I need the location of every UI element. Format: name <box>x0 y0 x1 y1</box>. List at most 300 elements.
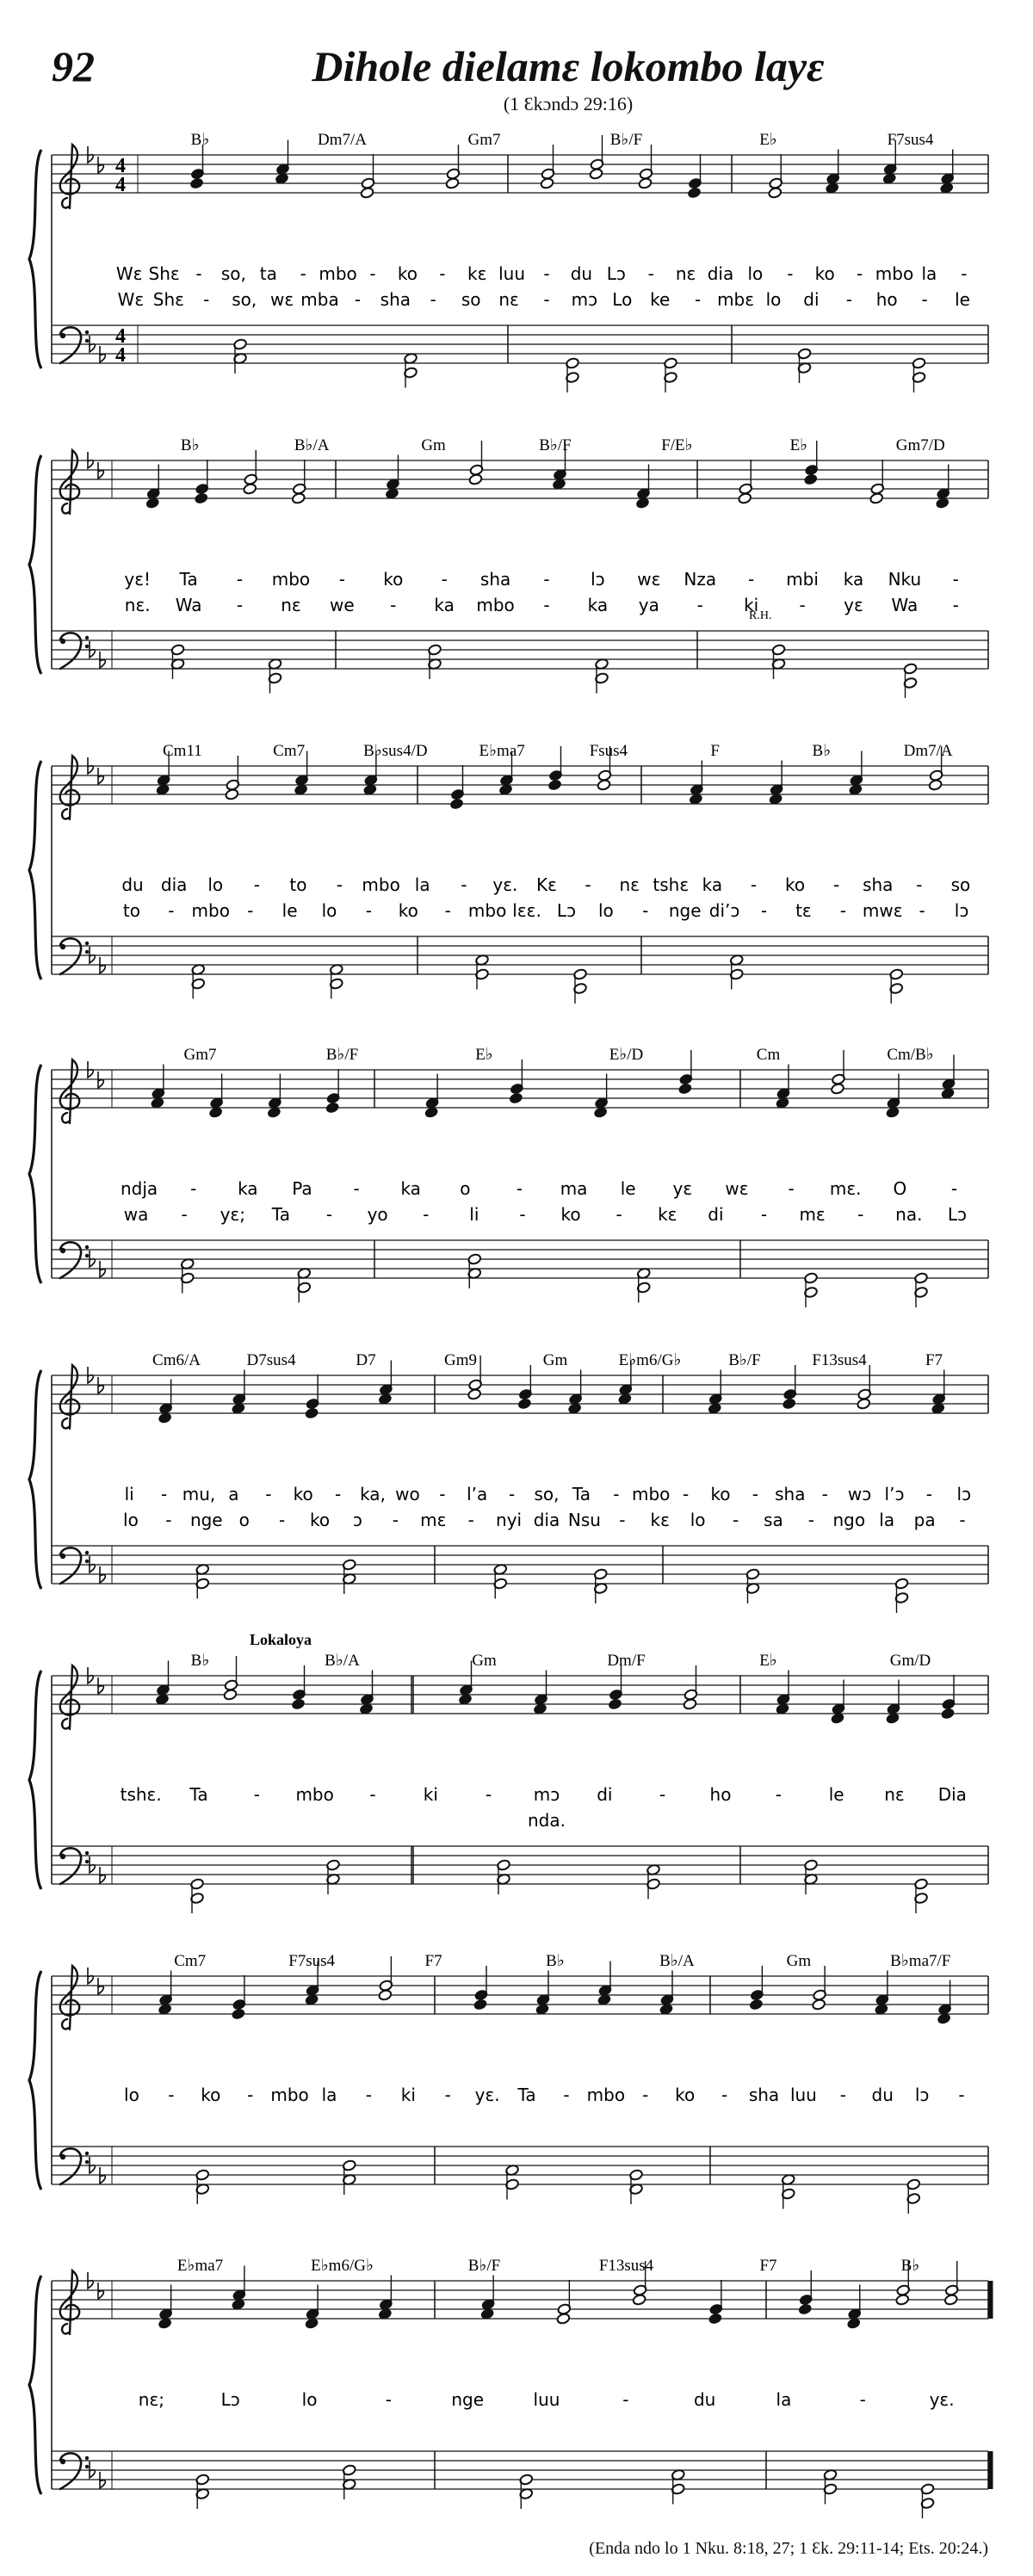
lyric-verse-1: sha <box>479 569 511 590</box>
lyric-verse-2: mbo <box>467 900 507 921</box>
system-group <box>29 1952 988 2214</box>
chord-symbol: B♭/F <box>609 131 643 149</box>
lyric-verse-1: ho <box>709 1784 732 1805</box>
chord-symbol: Gm <box>421 436 446 454</box>
lyric-verse-1: wo <box>395 1484 420 1504</box>
system-5 <box>0 1350 1033 1634</box>
system-6 <box>0 1631 1033 1934</box>
lyric-verse-1: Ta <box>517 2085 536 2105</box>
bass-clef-dot <box>85 330 89 334</box>
lyric-verse-1: - <box>300 263 306 284</box>
lyric-verse-2: - <box>543 595 550 615</box>
scripture-reference: (1 Ɛkɔndɔ 29:16) <box>503 93 634 114</box>
lyric-verse-2: ngo <box>832 1510 866 1530</box>
lyric-verse-1: o <box>460 1178 471 1199</box>
note-head <box>509 1092 523 1104</box>
chord-symbol: E♭ <box>475 1046 493 1064</box>
lyric-verse-1: - <box>839 2085 846 2105</box>
lyric-verse-2: kɛ <box>658 1204 677 1225</box>
lyric-verse-1: - <box>543 569 550 590</box>
chord-symbol: B♭ <box>180 436 200 454</box>
lyric-verse-2: so, <box>232 289 257 310</box>
chord-symbol: Cm7 <box>174 1952 207 1970</box>
lyric-verse-1: wɛ <box>725 1178 749 1199</box>
lyric-verse-2: - <box>354 289 362 310</box>
bass-clef-dot <box>60 639 65 644</box>
lyric-verse-1: lo <box>124 2085 139 2105</box>
lyric-verse-1: yɛ. <box>474 2085 500 2105</box>
lyric-verse-1: - <box>365 2085 373 2105</box>
section-mark: Lokaloya <box>250 1631 312 1648</box>
lyric-verse-2: na. <box>895 1204 923 1225</box>
bass-clef-dot <box>85 1245 89 1249</box>
bass-clef-dot <box>60 1854 65 1859</box>
lyric-verse-2: ɔ <box>352 1510 362 1530</box>
chord-symbol: Gm <box>786 1952 812 1970</box>
lyric-verse-2: ke <box>650 289 671 310</box>
lyric-verse-1: nge <box>451 2389 485 2410</box>
treble-clef <box>60 1059 79 1123</box>
lyric-verse-1: mu, <box>182 1484 216 1504</box>
chord-symbol: E♭ma7 <box>479 742 525 760</box>
note-head <box>749 1998 764 2011</box>
lyric-verse-1: Ta <box>179 569 198 590</box>
lyric-verse-1: du <box>121 874 144 895</box>
lyric-verse-2: - <box>430 289 436 310</box>
lyric-verse-1: nɛ; <box>138 2389 165 2410</box>
lyric-verse-1: luu <box>533 2389 560 2410</box>
lyric-verse-2: lɔ <box>954 900 969 921</box>
lyric-verse-2: nɛ. <box>124 595 151 615</box>
lyric-verse-1: - <box>253 874 260 895</box>
chord-symbol: E♭m6/G♭ <box>618 1351 682 1369</box>
bass-clef-dot <box>85 2465 89 2468</box>
lyric-verse-2: - <box>959 1510 966 1530</box>
lyric-verse-2: - <box>543 289 550 310</box>
chord-symbol: Dm7/A <box>903 742 953 760</box>
lyric-verse-1: sha <box>863 874 894 895</box>
bass-clef-dot <box>85 636 89 639</box>
chord-symbol: F13sus4 <box>598 2257 654 2275</box>
lyric-verse-2: - <box>247 900 254 921</box>
lyric-verse-1: Ta <box>189 1784 208 1805</box>
lyric-verse-1: ko <box>383 569 404 590</box>
lyric-verse-1: sha <box>775 1484 806 1504</box>
lyric-verse-1: ka <box>400 1178 421 1199</box>
lyric-verse-1: mbo <box>586 2085 626 2105</box>
lyric-verse-2: ya <box>638 595 659 615</box>
lyric-verse-1: lo <box>747 263 764 284</box>
lyric-verse-1: la <box>776 2389 792 2410</box>
lyric-verse-2: - <box>921 289 928 310</box>
lyric-verse-1: - <box>338 569 345 590</box>
lyric-verse-2: - <box>695 289 702 310</box>
lyric-verse-2: we <box>330 595 355 615</box>
lyric-verse-2: lo <box>765 289 782 310</box>
lyric-verse-1: - <box>441 569 448 590</box>
lyric-verse-1: - <box>613 1484 620 1504</box>
lyric-verse-1: yɛ! <box>124 569 152 590</box>
lyric-verse-1: ko <box>201 2085 221 2105</box>
lyric-verse-1: - <box>748 569 755 590</box>
lyric-verse-1: - <box>622 2389 629 2410</box>
system-group <box>29 2257 991 2518</box>
chord-symbol: Gm7 <box>467 131 501 149</box>
note-head <box>540 177 554 189</box>
lyric-verse-2: yo <box>367 1204 388 1225</box>
lyric-verse-1: - <box>195 263 202 284</box>
system-group <box>29 436 988 698</box>
bass-clef-dot <box>85 1860 89 1863</box>
note-head <box>243 483 257 495</box>
bass-clef-dot <box>85 2152 89 2155</box>
chord-symbol: Gm7 <box>183 1046 217 1064</box>
lyric-verse-2: mɛ <box>420 1510 447 1530</box>
lyric-verse-2: mbo <box>476 595 515 615</box>
lyric-verse-1: Nza <box>684 569 717 590</box>
lyric-verse-2: - <box>615 1204 622 1225</box>
lyric-verse-2: - <box>760 900 768 921</box>
bass-clef <box>60 1547 81 1584</box>
note-head <box>812 1998 826 2011</box>
lyric-verse-1: ko <box>397 263 418 284</box>
bass-clef-dot <box>85 942 89 945</box>
chord-symbol: D7 <box>356 1351 376 1369</box>
lyric-verse-2: - <box>760 1204 768 1225</box>
note-head <box>445 177 460 189</box>
lyric-verse-2: - <box>278 1510 286 1530</box>
lyric-verse-2: - <box>165 1510 172 1530</box>
system-8 <box>0 2255 1033 2539</box>
chord-symbol: E♭/D <box>609 1046 644 1064</box>
lyric-verse-1: nɛ <box>619 874 640 895</box>
note-head <box>305 1407 319 1419</box>
lyric-verse-1: - <box>585 874 591 895</box>
lyric-verse-1: mbo <box>295 1784 334 1805</box>
system-brace <box>29 455 41 674</box>
lyric-verse-2: wa <box>123 1204 149 1225</box>
lyric-verse-2: mbɛ <box>717 289 755 310</box>
lyric-verse-1: mɔ <box>533 1784 560 1805</box>
lyric-verse-1: yɛ. <box>492 874 518 895</box>
chord-symbol: F13sus4 <box>812 1351 867 1369</box>
chord-symbol: F7sus4 <box>887 131 934 149</box>
lyric-verse-2: kɛ <box>650 1510 670 1530</box>
bass-clef <box>60 2453 81 2489</box>
lyric-verse-2: mɛ <box>799 1204 826 1225</box>
note-head <box>223 1689 238 1701</box>
lyric-verse-2: - <box>365 900 373 921</box>
bass-clef-dot <box>85 1254 89 1257</box>
lyric-verse-1: du <box>693 2389 716 2410</box>
chord-symbol: B♭ <box>900 2257 920 2275</box>
lyric-verse-1: mbi <box>786 569 819 590</box>
bass-clef-dot <box>60 2459 65 2464</box>
lyric-verse-2: ka <box>434 595 455 615</box>
lyric-verse-2: dia <box>533 1510 560 1530</box>
system-4 <box>0 1044 1033 1328</box>
lyric-verse-2: - <box>392 1510 399 1530</box>
system-group <box>29 1351 988 1613</box>
chord-symbol: F7 <box>759 2257 777 2275</box>
lyric-verse-1: - <box>247 2085 254 2105</box>
bass-clef-dot <box>60 333 65 338</box>
note-head <box>638 177 653 189</box>
note-head <box>857 1398 871 1410</box>
chord-symbol: E♭ma7 <box>176 2257 224 2275</box>
lyric-verse-2: ko <box>398 900 418 921</box>
lyric-verse-2: - <box>203 289 210 310</box>
lyric-verse-1: - <box>253 1784 260 1805</box>
note-head <box>547 779 562 791</box>
note-head <box>798 2303 813 2315</box>
lyric-verse-1: ndja <box>120 1178 158 1199</box>
lyric-verse-1: ka <box>238 1178 258 1199</box>
bass-clef <box>60 633 81 669</box>
system-brace <box>29 1065 41 1283</box>
lyric-verse-1: - <box>833 874 840 895</box>
lyric-verse-1: yɛ. <box>929 2389 955 2410</box>
chord-symbol: F7sus4 <box>288 1952 336 1970</box>
lyric-verse-1: mbo <box>631 1484 671 1504</box>
bass-clef <box>60 1242 81 1278</box>
system-brace <box>29 1971 41 2190</box>
note-head <box>225 788 239 800</box>
lyric-verse-1: tshɛ. <box>120 1784 162 1805</box>
lyric-verse-2: tɛ <box>795 900 812 921</box>
lyric-verse-2: - <box>845 289 852 310</box>
note-head <box>831 1083 845 1095</box>
lyric-verse-1: lo <box>207 874 224 895</box>
lyric-verse-1: Pa <box>292 1178 312 1199</box>
chord-symbol: Gm <box>472 1652 497 1670</box>
chord-symbol: B♭/A <box>325 1652 360 1670</box>
time-signature-top: 4 <box>115 155 126 177</box>
note-head <box>291 1698 306 1710</box>
lyric-verse-2: - <box>919 900 925 921</box>
lyric-verse-2: - <box>236 595 244 615</box>
lyric-verse-1: mbo <box>271 569 311 590</box>
lyric-verse-1: Shɛ <box>148 263 180 284</box>
lyric-verse-2: Shɛ <box>152 289 184 310</box>
treble-clef <box>60 450 79 514</box>
lyric-verse-2: ho <box>875 289 898 310</box>
chord-symbol: B♭ <box>812 742 832 760</box>
lyric-verse-1: nɛ <box>884 1784 905 1805</box>
lyric-verse-1: li <box>124 1484 134 1504</box>
chord-symbol: F7 <box>424 1952 442 1970</box>
lyric-verse-1: Wɛ <box>115 263 143 284</box>
lyric-verse-1: Kɛ <box>536 874 557 895</box>
system-group <box>29 131 988 392</box>
lyric-verse-1: mbo <box>362 874 400 895</box>
lyric-verse-1: Lɔ <box>220 2389 240 2410</box>
lyric-verse-2: ki <box>744 595 759 615</box>
time-signature-bottom: 4 <box>115 344 126 367</box>
lyric-verse-1: - <box>336 874 343 895</box>
note-head <box>708 2313 723 2325</box>
note-head <box>803 473 818 485</box>
lyric-verse-1: ki <box>423 1784 438 1805</box>
lyric-verse-2: nyi <box>496 1510 523 1530</box>
lyric-verse-2: lo <box>123 1510 139 1530</box>
lyric-verse-2: - <box>467 1510 474 1530</box>
note-head <box>449 798 464 810</box>
lyric-verse-1: - <box>821 1484 828 1504</box>
lyric-verse-1: - <box>236 569 244 590</box>
bass-clef-dot <box>85 645 89 648</box>
lyric-verse-1: Dia <box>937 1784 967 1805</box>
lyric-verse-1: la <box>321 2085 337 2105</box>
lyric-verse-2: nɛ <box>498 289 519 310</box>
lyric-verse-1: - <box>369 1784 376 1805</box>
lyric-verse-2: lo <box>597 900 614 921</box>
lyric-verse-1: - <box>190 1178 197 1199</box>
note-head <box>517 1398 532 1410</box>
lyric-verse-1: - <box>385 2389 392 2410</box>
bass-clef-dot <box>85 1560 89 1563</box>
bass-clef-dot <box>60 2154 65 2159</box>
lyric-verse-1: mbo <box>875 263 914 284</box>
lyric-verse-2: - <box>799 595 806 615</box>
right-hand-mark: R.H. <box>749 609 772 622</box>
lyric-verse-1: lɔ <box>956 1484 972 1504</box>
lyric-verse-2: wɛ <box>270 289 294 310</box>
lyric-verse-1: ka <box>843 569 864 590</box>
lyric-verse-1: di <box>597 1784 613 1805</box>
lyric-verse-1: - <box>353 1178 360 1199</box>
lyric-verse-2: - <box>642 900 649 921</box>
chord-symbol: Cm <box>756 1046 781 1064</box>
lyric-verse-2: o <box>238 1510 250 1530</box>
lyric-verse-2: so <box>461 289 481 310</box>
lyric-verse-2: Lɔ <box>947 1204 968 1225</box>
lyric-verse-1: - <box>721 2085 728 2105</box>
system-group <box>29 742 988 1004</box>
system-brace <box>29 1370 41 1589</box>
lyric-verse-1: to <box>289 874 307 895</box>
lyric-verse-1: so, <box>220 263 246 284</box>
lyric-verse-2: ko <box>309 1510 331 1530</box>
lyric-verse-1: ko <box>293 1484 313 1504</box>
lyric-verse-2: ka <box>587 595 609 615</box>
lyric-verse-1: le <box>620 1178 636 1199</box>
system-3 <box>0 740 1033 1024</box>
treble-clef <box>60 1365 79 1429</box>
lyric-verse-1: - <box>642 2085 649 2105</box>
chord-symbol: B♭ <box>190 131 210 149</box>
lyric-verse-2: Nsu <box>567 1510 601 1530</box>
lyric-verse-1: ka <box>702 874 723 895</box>
lyric-verse-1: - <box>916 874 923 895</box>
lyric-verse-1: yɛ <box>672 1178 693 1199</box>
bass-clef <box>60 2148 81 2184</box>
note-head <box>683 1698 697 1710</box>
chord-symbol: E♭ <box>759 1652 777 1670</box>
chord-symbol: F <box>710 742 720 760</box>
lyric-verse-1: kɛ <box>467 263 487 284</box>
chord-symbol: B♭ <box>190 1652 210 1670</box>
bass-clef <box>60 938 81 974</box>
lyric-verse-2: la <box>879 1510 895 1530</box>
chord-symbol: F/E♭ <box>661 436 693 454</box>
time-signature-bottom: 4 <box>115 174 126 196</box>
lyric-verse-2: nge <box>668 900 702 921</box>
lyric-verse-1: - <box>265 1484 272 1504</box>
lyric-verse-2: le <box>281 900 298 921</box>
lyric-verse-2: lɛɛ. <box>512 900 541 921</box>
note-head <box>782 1398 796 1410</box>
lyric-verse-1: luu <box>498 263 526 284</box>
lyric-verse-2: le <box>955 289 970 310</box>
lyric-verse-1: - <box>787 263 794 284</box>
system-1 <box>0 129 1033 413</box>
lyric-verse-1: - <box>461 874 467 895</box>
lyric-verse-2: di <box>803 289 820 310</box>
chord-symbol: Cm7 <box>273 742 306 760</box>
lyric-verse-1: ta <box>259 263 277 284</box>
note-head <box>467 1388 482 1400</box>
lyric-verse-1: ka, <box>360 1484 386 1504</box>
lyric-verse-2: - <box>839 900 846 921</box>
time-signature-top: 4 <box>115 325 126 348</box>
lyric-verse-2: - <box>696 595 703 615</box>
note-head <box>941 1708 956 1720</box>
lyric-verse-1: tshɛ <box>653 874 690 895</box>
lyric-verse-2: yɛ; <box>220 1204 245 1225</box>
chord-symbol: Dm/F <box>607 1652 646 1670</box>
lyric-verse-1: - <box>925 1484 933 1504</box>
bass-clef-dot <box>60 1554 65 1559</box>
chord-symbol: E♭ <box>759 131 777 149</box>
chord-symbol: E♭ <box>789 436 808 454</box>
note-head <box>738 492 752 504</box>
lyric-verse-2: Ta <box>271 1204 290 1225</box>
lyric-verse-1: - <box>160 1484 168 1504</box>
system-group <box>29 1631 988 1913</box>
chord-symbol: Fsus4 <box>589 742 628 760</box>
lyric-verse-2: - <box>857 1204 864 1225</box>
lyric-verse-1: - <box>961 263 968 284</box>
chord-symbol: B♭/A <box>659 1952 695 1970</box>
note-head <box>943 2294 958 2306</box>
lyric-verse-1: lɔ <box>914 2085 930 2105</box>
lyric-verse-2: nge <box>189 1510 223 1530</box>
lyric-verse-2: to <box>122 900 140 921</box>
lyric-verse-1: sha <box>748 2085 780 2105</box>
chord-symbol: B♭/F <box>467 2257 501 2275</box>
lyric-verse-2: - <box>807 1510 815 1530</box>
lyric-verse-2: Wa <box>891 595 919 615</box>
treble-clef <box>60 1665 79 1729</box>
lyric-verse-1: ma <box>560 1178 588 1199</box>
bass-clef-dot <box>85 950 89 954</box>
bass-clef-dot <box>60 944 65 949</box>
lyric-verse-1: ko <box>675 2085 696 2105</box>
lyric-verse-1: - <box>508 1484 516 1504</box>
treble-clef <box>60 756 79 819</box>
lyric-verse-2: Lɔ <box>556 900 577 921</box>
lyric-verse-1: mbo <box>319 263 357 284</box>
lyric-verse-1: - <box>168 2085 175 2105</box>
note-head <box>468 473 483 485</box>
lyric-verse-2: - <box>181 1204 188 1225</box>
lyric-verse-2: mɔ <box>571 289 598 310</box>
lyric-verse-1: - <box>444 2085 451 2105</box>
lyric-verse-2: - <box>732 1510 739 1530</box>
lyric-verse-1: lɔ <box>591 569 605 590</box>
lyric-verse-2: di’ɔ <box>708 900 740 921</box>
